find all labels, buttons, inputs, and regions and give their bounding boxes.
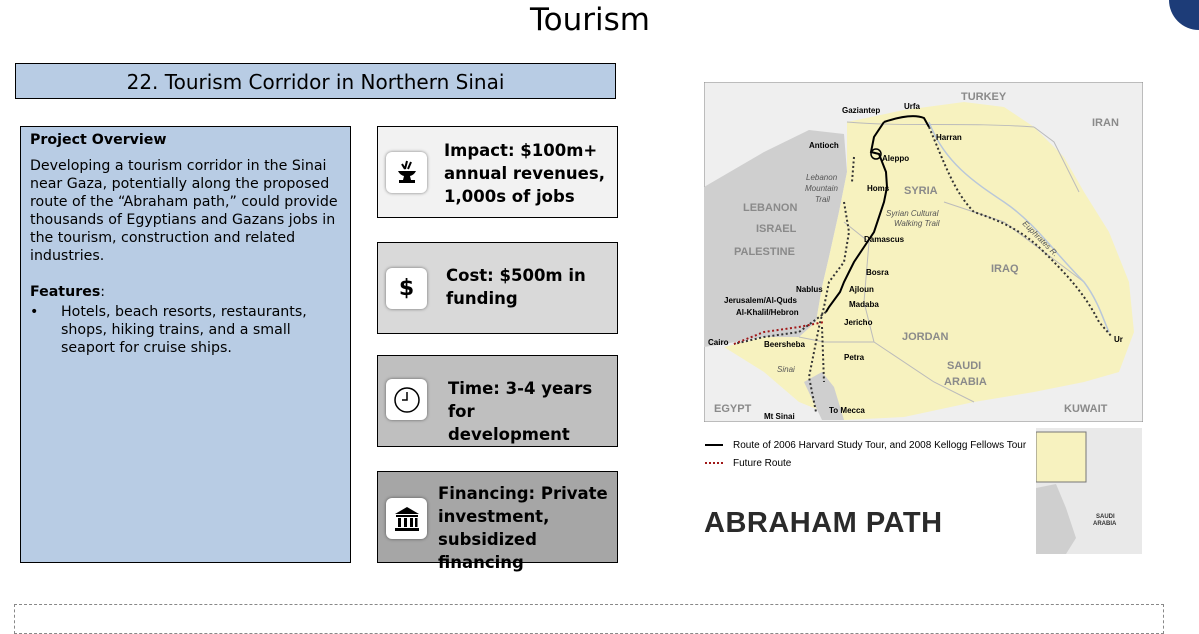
time-line-1: Time: 3-4 years for — [448, 379, 593, 421]
label-iran: IRAN — [1092, 117, 1119, 129]
place-lebanon-trail-1: Lebanon — [806, 173, 838, 182]
abraham-path-map — [704, 82, 1143, 422]
project-subtitle: 22. Tourism Corridor in Northern Sinai — [15, 63, 616, 99]
place-aleppo: Aleppo — [882, 154, 910, 163]
place-beersheba: Beersheba — [764, 340, 805, 349]
label-saudi: SAUDI — [947, 360, 982, 372]
place-syrian-trail-2: Walking Trail — [894, 219, 940, 228]
place-urfa: Urfa — [904, 102, 921, 111]
place-harran: Harran — [936, 133, 962, 142]
label-arabia: ARABIA — [944, 376, 987, 388]
financing-text — [438, 482, 617, 574]
label-palestine: PALESTINE — [734, 246, 795, 258]
impact-line-1: Impact: $100m+ — [444, 141, 598, 160]
place-bosra: Bosra — [866, 268, 889, 277]
label-jordan: JORDAN — [902, 331, 949, 343]
clock-icon — [386, 379, 427, 420]
impact-line-3: 1,000s of jobs — [444, 187, 575, 206]
label-lebanon: LEBANON — [743, 202, 798, 214]
place-jerusalem: Jerusalem/Al-Quds — [724, 296, 797, 305]
place-jericho: Jericho — [844, 318, 873, 327]
place-madaba: Madaba — [849, 300, 879, 309]
place-hebron: Al-Khalil/Hebron — [736, 308, 799, 317]
place-sinai: Sinai — [777, 365, 795, 374]
legend-dotted-line — [705, 462, 723, 464]
place-homs: Homs — [867, 184, 890, 193]
financing-line-1: Financing: Private — [438, 484, 608, 503]
place-cairo: Cairo — [708, 338, 729, 347]
bank-icon — [386, 498, 427, 539]
impact-line-2: annual revenues, — [444, 164, 605, 183]
impact-text — [444, 139, 605, 208]
label-egypt: EGYPT — [714, 403, 752, 415]
place-to-mecca: To Mecca — [829, 406, 865, 415]
label-kuwait: KUWAIT — [1064, 403, 1108, 415]
features-label: Features — [30, 284, 101, 300]
place-antioch: Antioch — [809, 141, 839, 150]
cost-line-2: funding — [446, 289, 518, 308]
place-syrian-trail-1: Syrian Cultural — [886, 209, 939, 218]
dollar-icon: $ — [386, 268, 427, 309]
time-line-2: development — [448, 425, 570, 444]
cost-text — [446, 264, 586, 310]
financing-line-2: investment, — [438, 507, 550, 526]
place-mt-sinai: Mt Sinai — [764, 412, 795, 421]
feature-item: • Hotels, beach resorts, restaurants, shops, hiking trains, and a small seaport for cruise ships. — [61, 303, 341, 357]
label-iraq: IRAQ — [991, 263, 1019, 275]
place-gaziantep: Gaziantep — [842, 106, 881, 115]
place-lebanon-trail-2: Mountain — [805, 184, 838, 193]
overview-body: Developing a tourism corridor in the Sinai near Gaza, potentially along the proposed route of the “Abraham path,” could provide thousands of Egyptians and Gazans jobs in the tourism, construction and related industries. — [30, 158, 338, 264]
inset-map — [1036, 428, 1142, 554]
label-syria: SYRIA — [904, 185, 938, 197]
label-turkey: TURKEY — [961, 91, 1007, 103]
abraham-path-title: ABRAHAM PATH — [704, 507, 943, 539]
features-heading — [30, 283, 341, 301]
inset-label-saudi: SAUDI — [1096, 514, 1115, 520]
financing-line-3: subsidized financing — [438, 530, 537, 572]
place-damascus: Damascus — [864, 235, 905, 244]
legend-future-label: Future Route — [733, 457, 792, 469]
place-lebanon-trail-3: Trail — [815, 195, 830, 204]
features-colon: : — [100, 284, 106, 300]
cost-line-1: Cost: $500m in — [446, 266, 586, 285]
place-ur: Ur — [1114, 335, 1123, 344]
place-nablus: Nablus — [796, 285, 823, 294]
place-ajloun: Ajloun — [849, 285, 874, 294]
inset-highlight — [1036, 432, 1086, 482]
place-euphrates: Euphrates R. — [1020, 219, 1060, 259]
map-legend — [705, 436, 1026, 472]
time-text — [448, 377, 617, 446]
legend-solid-line — [705, 444, 723, 446]
legend-future — [705, 454, 1026, 472]
label-israel: ISRAEL — [756, 223, 797, 235]
project-overview-panel — [20, 126, 351, 563]
overview-heading: Project Overview — [30, 132, 167, 148]
cost-card — [377, 242, 618, 334]
legend-route-label: Route of 2006 Harvard Study Tour, and 2008 Kellogg Fellows Tour — [733, 439, 1027, 451]
impact-card — [377, 126, 618, 218]
financing-card — [377, 471, 618, 572]
place-petra: Petra — [844, 353, 865, 362]
legend-route — [705, 436, 1026, 454]
inset-label-arabia: ARABIA — [1093, 521, 1117, 527]
features-list — [30, 303, 341, 357]
anvil-icon — [386, 152, 427, 193]
slide-title: Tourism — [530, 2, 650, 38]
time-card — [377, 355, 618, 447]
footer-placeholder-box — [14, 604, 1164, 634]
